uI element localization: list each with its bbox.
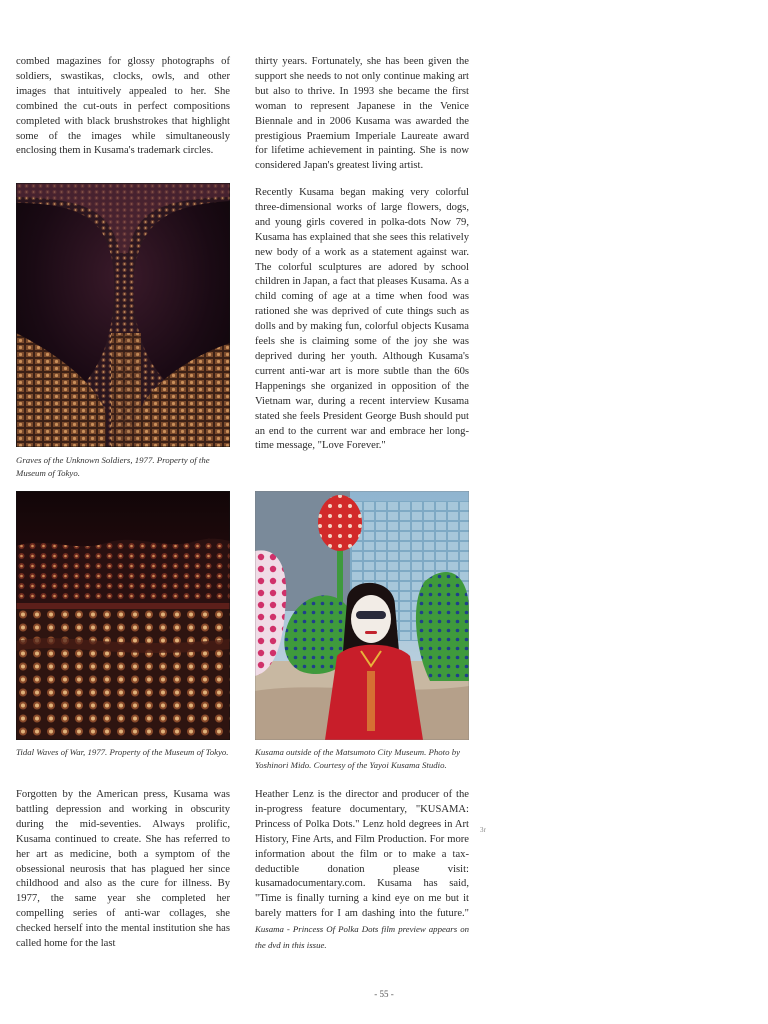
right-paragraph-2: Recently Kusama began making very colorful three-dimensional works of large flowers, dogs, and young girls covered in polka-dots Now 79, Kusama has explained that she sees this relatively new body of a work as a statement against war. The colorful sculptures are adored by school children in Japan, a fact that pleases Kusama. As a child coming of age at a time when food was rationed she was deprived of cute things such as dolls and by making fun, colorful objects Kusama feels she is claiming some of the joy she was deprived during her youth. Although Kusama's current anti-war art is more subtle than the 60s Happenings she organized in opposition of the Vietnam war, during a recent interview Kusama stated she feels President George Bush should put an end to the current war and embrace her long-time message, "Love Forever." <box>255 187 469 452</box>
right-bottom-text: Heather Lenz is the director and producer of the in-progress feature documentary, "KUSAMA: Princess of Polka Dots." Lenz hold degrees in Art History, Fine Arts, and Film Production. For more information about the film or to make a tax-deductible donation please visit: kusamadocumentary.com. Kusama has said, "Time is finally turning a kind eye on me but it barely matters for I am dashing into the future." <box>255 789 469 920</box>
caption-tidal-waves: Tidal Waves of War, 1977. Property of the Museum of Tokyo. <box>16 747 229 757</box>
right-bottom-italic-note: Kusama - Princess Of Polka Dots film preview appears on the dvd in this issue. <box>255 924 469 951</box>
tidal-waves-of-war-image <box>16 491 230 740</box>
page-number: - 55 - <box>374 989 394 999</box>
kusama-portrait-photo <box>255 491 469 740</box>
caption-kusama-photo: Kusama outside of the Matsumoto City Museum. Photo by Yoshinori Mido. Courtesy of the Yayoi Kusama Studio. <box>255 747 460 770</box>
margin-mark: 3r <box>480 826 486 834</box>
right-paragraph-1: thirty years. Fortunately, she has been given the support she needs to not only continue making art but also to thrive. In 1993 she became the first woman to represent Japanese in the Venice Biennale and in 2006 Kusama was awarded the prestigious Praemium Imperiale Laureate award for lifetime achievement in painting. She is now considered Japan's greatest living artist. <box>255 56 469 172</box>
right-bottom-paragraph <box>255 788 469 954</box>
graves-of-the-unknown-soldiers-image <box>16 183 230 447</box>
left-bottom-paragraph: Forgotten by the American press, Kusama was battling depression and working in obscurity during the mid-seventies. Always prolific, Kusama continued to create. She has referred to her art as medicine, both a symptom of the obsessional neurosis that has plagued her since childhood and also as the cure for illness. By 1977, the same year she completed her compelling series of anti-war collages, she checked herself into the mental institution she has called home for the last <box>16 789 230 950</box>
caption-graves: Graves of the Unknown Soldiers, 1977. Property of the Museum of Tokyo. <box>16 455 210 478</box>
left-top-paragraph: combed magazines for glossy photographs of soldiers, swastikas, clocks, owls, and other images that intuitively appealed to her. She combined the cut-outs in perfect compositions completed with black brushstrokes that highlight some of the images while simultaneously enclosing them in Kusama's trademark circles. <box>16 56 230 157</box>
